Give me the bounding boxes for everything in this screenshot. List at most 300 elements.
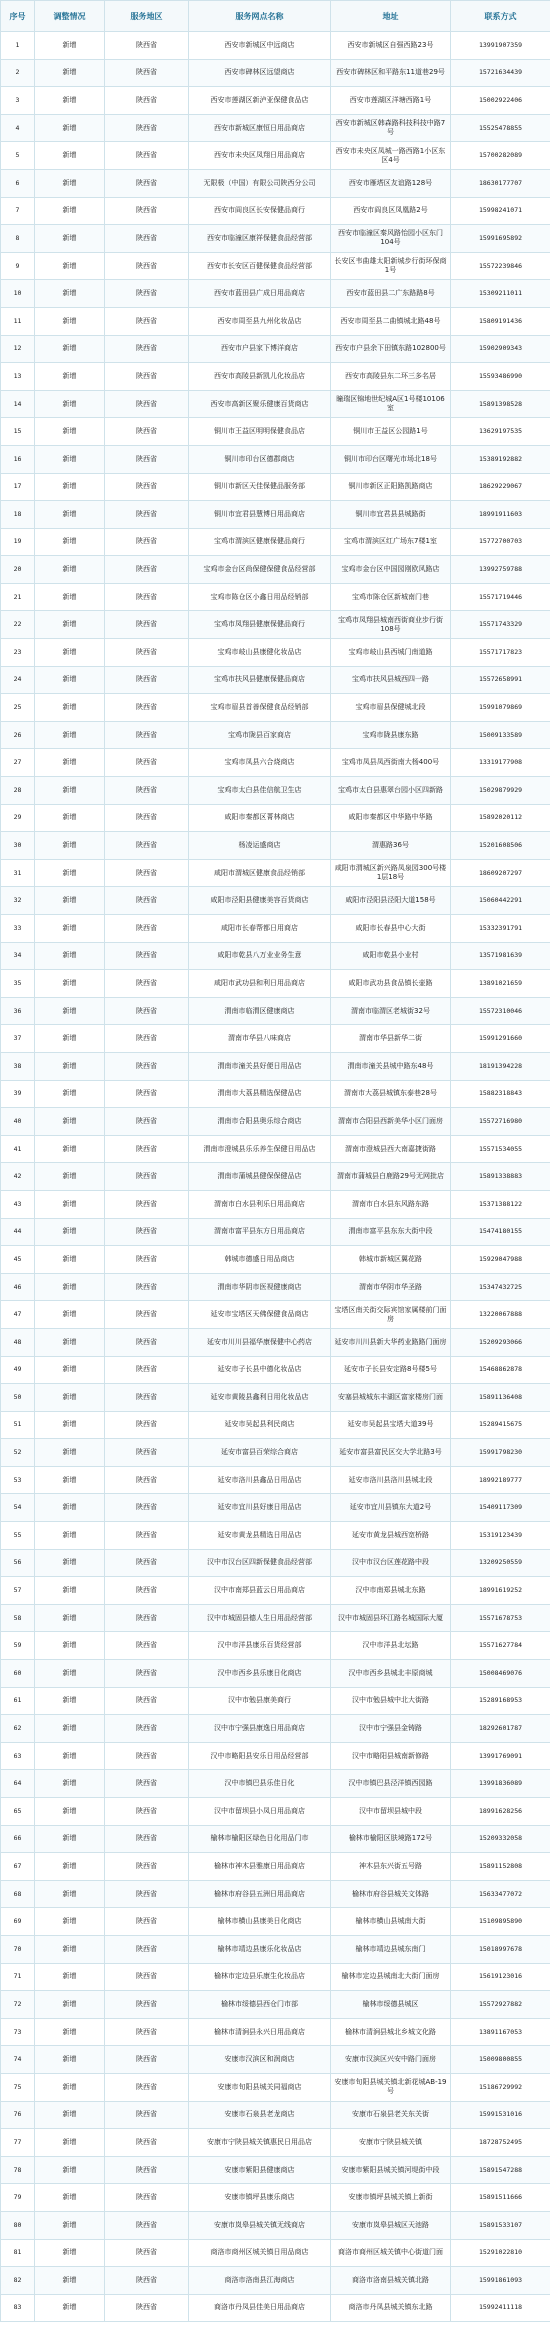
cell-contact: 15571743329 [451, 611, 550, 639]
cell-region: 陕西省 [105, 1301, 189, 1329]
header-row [1, 1, 550, 32]
cell-outlet-name: 渭南市合阳县奥乐综合商店 [189, 1108, 331, 1136]
cell-region: 陕西省 [105, 363, 189, 391]
cell-outlet-name: 安康市岚皋县城关镇无线商店 [189, 2211, 331, 2239]
cell-adjustment: 新增 [35, 583, 105, 611]
table-row [1, 418, 550, 446]
cell-region: 陕西省 [105, 1798, 189, 1826]
cell-outlet-name: 延安市黄陵县鑫利日用化妆品店 [189, 1384, 331, 1412]
cell-address: 咸阳市泾阳县泾阳大道158号 [331, 887, 451, 915]
cell-adjustment: 新增 [35, 1604, 105, 1632]
cell-contact: 13991907359 [451, 32, 550, 60]
cell-adjustment: 新增 [35, 1963, 105, 1991]
cell-contact: 15902909343 [451, 335, 550, 363]
cell-index: 40 [1, 1108, 35, 1136]
cell-adjustment: 新增 [35, 87, 105, 115]
cell-index: 33 [1, 915, 35, 943]
cell-address: 汉中市镇巴县泾洋镇西园路 [331, 1770, 451, 1798]
cell-adjustment: 新增 [35, 473, 105, 501]
cell-index: 64 [1, 1770, 35, 1798]
cell-outlet-name: 咸阳市泾阳县健康美容百货商店 [189, 887, 331, 915]
cell-adjustment: 新增 [35, 1770, 105, 1798]
cell-contact: 15882318843 [451, 1080, 550, 1108]
table-row [1, 1052, 550, 1080]
table-row [1, 1604, 550, 1632]
table-row [1, 1190, 550, 1218]
cell-contact: 18630177707 [451, 169, 550, 197]
table-row [1, 777, 550, 805]
cell-contact: 15572310046 [451, 997, 550, 1025]
cell-contact: 15389192882 [451, 445, 550, 473]
cell-index: 65 [1, 1798, 35, 1826]
cell-adjustment: 新增 [35, 1853, 105, 1881]
cell-address: 咸阳市武功县食品镇长壶路 [331, 970, 451, 998]
cell-outlet-name: 渭南市大荔县精选保健品店 [189, 1080, 331, 1108]
cell-adjustment: 新增 [35, 1052, 105, 1080]
cell-region: 陕西省 [105, 1411, 189, 1439]
table-row [1, 2156, 550, 2184]
cell-adjustment: 新增 [35, 997, 105, 1025]
cell-outlet-name: 渭南市蒲城县健保保健品店 [189, 1163, 331, 1191]
cell-index: 34 [1, 942, 35, 970]
cell-outlet-name: 无限极（中国）有限公司陕西分公司 [189, 169, 331, 197]
cell-adjustment: 新增 [35, 1108, 105, 1136]
cell-address: 商洛市商州区城关镇中心街道门面 [331, 2239, 451, 2267]
cell-contact: 15991531016 [451, 2101, 550, 2129]
cell-region: 陕西省 [105, 1770, 189, 1798]
cell-adjustment: 新增 [35, 528, 105, 556]
cell-region: 陕西省 [105, 942, 189, 970]
cell-adjustment: 新增 [35, 1880, 105, 1908]
cell-index: 66 [1, 1825, 35, 1853]
cell-address: 安康市宁陕县城关镇 [331, 2129, 451, 2157]
table-row [1, 2267, 550, 2295]
cell-index: 25 [1, 694, 35, 722]
table-row [1, 749, 550, 777]
cell-region: 陕西省 [105, 252, 189, 280]
cell-adjustment: 新增 [35, 390, 105, 418]
cell-index: 46 [1, 1273, 35, 1301]
table-row [1, 473, 550, 501]
cell-contact: 18629229067 [451, 473, 550, 501]
cell-adjustment: 新增 [35, 611, 105, 639]
cell-address: 延安市宜川县镇东大道2号 [331, 1494, 451, 1522]
cell-region: 陕西省 [105, 1080, 189, 1108]
cell-adjustment: 新增 [35, 1328, 105, 1356]
cell-address: 咸阳市长春县中心大街 [331, 915, 451, 943]
cell-region: 陕西省 [105, 1963, 189, 1991]
cell-contact: 15772700703 [451, 528, 550, 556]
cell-contact: 13209250559 [451, 1549, 550, 1577]
cell-adjustment: 新增 [35, 2156, 105, 2184]
cell-adjustment: 新增 [35, 942, 105, 970]
cell-index: 63 [1, 1742, 35, 1770]
cell-index: 62 [1, 1715, 35, 1743]
cell-contact: 15571534055 [451, 1135, 550, 1163]
cell-outlet-name: 延安市川川县福华康保健中心药店 [189, 1328, 331, 1356]
cell-index: 48 [1, 1328, 35, 1356]
cell-adjustment: 新增 [35, 225, 105, 253]
table-row [1, 1163, 550, 1191]
cell-region: 陕西省 [105, 1384, 189, 1412]
cell-contact: 15891511666 [451, 2184, 550, 2212]
cell-adjustment: 新增 [35, 1356, 105, 1384]
cell-outlet-name: 汉中市洋县康乐百货经营部 [189, 1632, 331, 1660]
cell-outlet-name: 宝鸡市扶风县健康保健品商店 [189, 666, 331, 694]
cell-address: 神木县东兴街五号路 [331, 1853, 451, 1881]
cell-region: 陕西省 [105, 694, 189, 722]
table-row [1, 639, 550, 667]
cell-contact: 18728752495 [451, 2129, 550, 2157]
cell-contact: 15009800855 [451, 2046, 550, 2074]
cell-region: 陕西省 [105, 1163, 189, 1191]
cell-adjustment: 新增 [35, 1935, 105, 1963]
cell-outlet-name: 渭南市澄城县乐乐养生保健日用品店 [189, 1135, 331, 1163]
cell-index: 14 [1, 390, 35, 418]
table-row [1, 1798, 550, 1826]
table-row [1, 1549, 550, 1577]
cell-outlet-name: 西安市莲湖区新泸亚保健食品店 [189, 87, 331, 115]
cell-contact: 15018997678 [451, 1935, 550, 1963]
cell-address: 宝鸡市岐山县西城门南道路 [331, 639, 451, 667]
cell-outlet-name: 西安市阎良区长安保健品商行 [189, 197, 331, 225]
cell-adjustment: 新增 [35, 363, 105, 391]
cell-address: 汉中市汉台区莲花路中段 [331, 1549, 451, 1577]
cell-adjustment: 新增 [35, 1135, 105, 1163]
cell-index: 47 [1, 1301, 35, 1329]
cell-index: 68 [1, 1880, 35, 1908]
table-row [1, 1466, 550, 1494]
cell-contact: 15332391791 [451, 915, 550, 943]
cell-address: 宝鸡市金台区中国园刚欧风路店 [331, 556, 451, 584]
cell-adjustment: 新增 [35, 1273, 105, 1301]
cell-address: 渭南市临渭区老城街32号 [331, 997, 451, 1025]
cell-adjustment: 新增 [35, 1080, 105, 1108]
cell-index: 19 [1, 528, 35, 556]
cell-index: 45 [1, 1246, 35, 1274]
cell-outlet-name: 安康市旬阳县城关同福商店 [189, 2073, 331, 2101]
cell-address: 渭南市华阴市华圣路 [331, 1273, 451, 1301]
table-row [1, 721, 550, 749]
cell-region: 陕西省 [105, 32, 189, 60]
cell-address: 宝鸡市眉县保健城北段 [331, 694, 451, 722]
cell-region: 陕西省 [105, 1577, 189, 1605]
cell-region: 陕西省 [105, 1825, 189, 1853]
cell-adjustment: 新增 [35, 418, 105, 446]
cell-outlet-name: 渭南市华阴市医视健康商店 [189, 1273, 331, 1301]
cell-index: 10 [1, 280, 35, 308]
cell-adjustment: 新增 [35, 749, 105, 777]
cell-index: 11 [1, 307, 35, 335]
cell-index: 28 [1, 777, 35, 805]
cell-address: 宝塔区南关街交际宾馆家属楼前门面房 [331, 1301, 451, 1329]
cell-address: 渭南市大荔县城镇东泰巷28号 [331, 1080, 451, 1108]
table-row [1, 252, 550, 280]
table-row [1, 583, 550, 611]
cell-region: 陕西省 [105, 2073, 189, 2101]
cell-outlet-name: 咸阳市秦都区菁林商店 [189, 804, 331, 832]
cell-adjustment: 新增 [35, 280, 105, 308]
cell-adjustment: 新增 [35, 1798, 105, 1826]
cell-adjustment: 新增 [35, 1190, 105, 1218]
cell-region: 陕西省 [105, 1742, 189, 1770]
cell-address: 西安市雁塔区友谊路128号 [331, 169, 451, 197]
cell-contact: 15891547288 [451, 2156, 550, 2184]
table-row [1, 1715, 550, 1743]
cell-outlet-name: 渭南市富平县东方日用品商店 [189, 1218, 331, 1246]
table-row [1, 859, 550, 887]
table-row [1, 169, 550, 197]
cell-index: 59 [1, 1632, 35, 1660]
cell-contact: 15572716980 [451, 1108, 550, 1136]
cell-address: 韩城市新城区翼花路 [331, 1246, 451, 1274]
table-row [1, 611, 550, 639]
cell-contact: 15029879929 [451, 777, 550, 805]
cell-outlet-name: 咸阳市乾县八万业业务生意 [189, 942, 331, 970]
cell-region: 陕西省 [105, 1108, 189, 1136]
cell-outlet-name: 西安市新城区中远商店 [189, 32, 331, 60]
table-row [1, 1963, 550, 1991]
cell-index: 77 [1, 2129, 35, 2157]
table-row [1, 307, 550, 335]
cell-outlet-name: 咸阳市渭城区健康食品经销部 [189, 859, 331, 887]
cell-contact: 18292601787 [451, 1715, 550, 1743]
cell-contact: 13891021659 [451, 970, 550, 998]
cell-contact: 15468862878 [451, 1356, 550, 1384]
cell-index: 26 [1, 721, 35, 749]
cell-address: 铜川市王益区公园路1号 [331, 418, 451, 446]
cell-address: 宝鸡市凤翔县城南西街商业步行街108号 [331, 611, 451, 639]
cell-outlet-name: 延安市洛川县鑫品日用品店 [189, 1466, 331, 1494]
cell-index: 16 [1, 445, 35, 473]
cell-region: 陕西省 [105, 1604, 189, 1632]
cell-index: 49 [1, 1356, 35, 1384]
table-row [1, 832, 550, 860]
cell-address: 安康市石泉县老关东关街 [331, 2101, 451, 2129]
cell-address: 西安市新城区韩森路科技科技中路7号 [331, 114, 451, 142]
cell-adjustment: 新增 [35, 2129, 105, 2157]
cell-adjustment: 新增 [35, 252, 105, 280]
cell-index: 35 [1, 970, 35, 998]
cell-contact: 15891398528 [451, 390, 550, 418]
cell-region: 陕西省 [105, 307, 189, 335]
cell-index: 50 [1, 1384, 35, 1412]
cell-outlet-name: 安康市镇坪县康乐商店 [189, 2184, 331, 2212]
cell-contact: 15109895890 [451, 1908, 550, 1936]
cell-outlet-name: 商洛市商州区城关镇日用品商店 [189, 2239, 331, 2267]
cell-contact: 15572658991 [451, 666, 550, 694]
cell-address: 汉中市城固县环江路名城国际大厦 [331, 1604, 451, 1632]
cell-adjustment: 新增 [35, 1301, 105, 1329]
cell-adjustment: 新增 [35, 666, 105, 694]
cell-region: 陕西省 [105, 1687, 189, 1715]
cell-contact: 15319123439 [451, 1522, 550, 1550]
cell-adjustment: 新增 [35, 1908, 105, 1936]
cell-contact: 13991836089 [451, 1770, 550, 1798]
cell-adjustment: 新增 [35, 1025, 105, 1053]
cell-adjustment: 新增 [35, 1660, 105, 1688]
cell-address: 汉中市南郑县城北东路 [331, 1577, 451, 1605]
cell-outlet-name: 宝鸡市岐山县康健化妆品店 [189, 639, 331, 667]
table-row [1, 1025, 550, 1053]
cell-address: 西安市未央区凤城一路西路1小区东区4号 [331, 142, 451, 170]
cell-region: 陕西省 [105, 2129, 189, 2157]
cell-index: 61 [1, 1687, 35, 1715]
cell-contact: 15002922406 [451, 87, 550, 115]
table-row [1, 915, 550, 943]
cell-index: 37 [1, 1025, 35, 1053]
cell-region: 陕西省 [105, 2239, 189, 2267]
cell-index: 32 [1, 887, 35, 915]
cell-contact: 18991911603 [451, 501, 550, 529]
table-row [1, 887, 550, 915]
cell-adjustment: 新增 [35, 1742, 105, 1770]
header-index: 序号 [1, 1, 35, 32]
cell-outlet-name: 榆林市定边县乐康生化妆品店 [189, 1963, 331, 1991]
cell-outlet-name: 宝鸡市凤翔县健康保健品商行 [189, 611, 331, 639]
cell-outlet-name: 宝鸡市金台区尚保健保健食品经营部 [189, 556, 331, 584]
cell-index: 72 [1, 1991, 35, 2019]
cell-adjustment: 新增 [35, 197, 105, 225]
table-row [1, 1218, 550, 1246]
cell-region: 陕西省 [105, 2294, 189, 2322]
table-row [1, 1742, 550, 1770]
cell-region: 陕西省 [105, 1466, 189, 1494]
cell-adjustment: 新增 [35, 2073, 105, 2101]
cell-contact: 18992189777 [451, 1466, 550, 1494]
cell-address: 商洛市丹凤县城关镇东北路 [331, 2294, 451, 2322]
table-row [1, 1080, 550, 1108]
cell-outlet-name: 榆林市神木县雅康日用品商店 [189, 1853, 331, 1881]
table-row [1, 1301, 550, 1329]
cell-contact: 13629197535 [451, 418, 550, 446]
cell-contact: 15009133589 [451, 721, 550, 749]
cell-outlet-name: 汉中市宁强县康逸日用品商店 [189, 1715, 331, 1743]
cell-adjustment: 新增 [35, 32, 105, 60]
cell-index: 52 [1, 1439, 35, 1467]
table-row [1, 445, 550, 473]
table-row [1, 2211, 550, 2239]
cell-region: 陕西省 [105, 1853, 189, 1881]
cell-address: 瞳瑞区锦地世纪城A区1号楼10106室 [331, 390, 451, 418]
cell-region: 陕西省 [105, 970, 189, 998]
cell-outlet-name: 汉中市南郑县蓝云日用品商店 [189, 1577, 331, 1605]
table-row [1, 556, 550, 584]
cell-adjustment: 新增 [35, 777, 105, 805]
cell-adjustment: 新增 [35, 1466, 105, 1494]
cell-address: 商洛市洛南县城关镇北路 [331, 2267, 451, 2295]
cell-address: 榆林市清涧县城北乡城文化路 [331, 2018, 451, 2046]
cell-contact: 15721634439 [451, 59, 550, 87]
cell-contact: 15572239846 [451, 252, 550, 280]
cell-contact: 18191394228 [451, 1052, 550, 1080]
cell-region: 陕西省 [105, 639, 189, 667]
cell-adjustment: 新增 [35, 2267, 105, 2295]
table-row [1, 142, 550, 170]
cell-contact: 15992411118 [451, 2294, 550, 2322]
cell-address: 咸阳市渭城区新兴路凤泉园300号楼1层18号 [331, 859, 451, 887]
header-adjustment: 调整情况 [35, 1, 105, 32]
cell-index: 6 [1, 169, 35, 197]
cell-outlet-name: 宝鸡市陇县百家商店 [189, 721, 331, 749]
table-row [1, 1660, 550, 1688]
header-outlet-name: 服务网点名称 [189, 1, 331, 32]
cell-region: 陕西省 [105, 1025, 189, 1053]
table-row [1, 335, 550, 363]
cell-adjustment: 新增 [35, 1825, 105, 1853]
cell-index: 23 [1, 639, 35, 667]
cell-adjustment: 新增 [35, 804, 105, 832]
cell-address: 汉中市留坝县城中段 [331, 1798, 451, 1826]
cell-adjustment: 新增 [35, 1522, 105, 1550]
cell-outlet-name: 宝鸡市太白县佳信航卫生店 [189, 777, 331, 805]
cell-region: 陕西省 [105, 1135, 189, 1163]
cell-region: 陕西省 [105, 832, 189, 860]
cell-outlet-name: 延安市富县百荣综合商店 [189, 1439, 331, 1467]
cell-contact: 15186729992 [451, 2073, 550, 2101]
cell-contact: 15371388122 [451, 1190, 550, 1218]
table-row [1, 1577, 550, 1605]
cell-address: 延安市富县富民区交大学北路3号 [331, 1439, 451, 1467]
cell-region: 陕西省 [105, 1880, 189, 1908]
cell-index: 15 [1, 418, 35, 446]
cell-adjustment: 新增 [35, 501, 105, 529]
cell-region: 陕西省 [105, 556, 189, 584]
cell-outlet-name: 宝鸡市渭滨区健康保健品商行 [189, 528, 331, 556]
cell-adjustment: 新增 [35, 887, 105, 915]
cell-address: 渭南市富平县东东大街中段 [331, 1218, 451, 1246]
table-row [1, 59, 550, 87]
cell-index: 76 [1, 2101, 35, 2129]
cell-contact: 15309211011 [451, 280, 550, 308]
cell-adjustment: 新增 [35, 59, 105, 87]
table-row [1, 804, 550, 832]
cell-outlet-name: 榆林市绥德县西仓门市部 [189, 1991, 331, 2019]
cell-outlet-name: 商洛市丹凤县佳美日用品商店 [189, 2294, 331, 2322]
cell-index: 21 [1, 583, 35, 611]
cell-address: 安康市汉滨区兴安中路门面房 [331, 2046, 451, 2074]
cell-contact: 15571719446 [451, 583, 550, 611]
table-row [1, 2129, 550, 2157]
table-row [1, 1770, 550, 1798]
cell-outlet-name: 汉中市西乡县乐康日化商店 [189, 1660, 331, 1688]
cell-outlet-name: 汉中市留坝县小凤日用品商店 [189, 1798, 331, 1826]
cell-address: 安塞县城城东丰湖区富家楼房门面 [331, 1384, 451, 1412]
cell-region: 陕西省 [105, 1439, 189, 1467]
cell-index: 22 [1, 611, 35, 639]
cell-outlet-name: 铜川市印台区德郡商店 [189, 445, 331, 473]
cell-outlet-name: 咸阳市武功县和利日用品商店 [189, 970, 331, 998]
cell-index: 39 [1, 1080, 35, 1108]
table-row [1, 1908, 550, 1936]
cell-address: 西安市阎良区凤凰路2号 [331, 197, 451, 225]
cell-outlet-name: 宝鸡市陈仓区小鑫日用品经销部 [189, 583, 331, 611]
table-row [1, 2073, 550, 2101]
cell-adjustment: 新增 [35, 1439, 105, 1467]
cell-region: 陕西省 [105, 887, 189, 915]
cell-contact: 15209332058 [451, 1825, 550, 1853]
cell-region: 陕西省 [105, 114, 189, 142]
cell-outlet-name: 榆林市横山县康美日化商店 [189, 1908, 331, 1936]
cell-adjustment: 新增 [35, 169, 105, 197]
cell-outlet-name: 汉中市汉台区四新保健食品经营部 [189, 1549, 331, 1577]
cell-address: 咸阳市乾县小业村 [331, 942, 451, 970]
cell-contact: 15571678753 [451, 1604, 550, 1632]
cell-outlet-name: 西安市碑林区远望商店 [189, 59, 331, 87]
cell-adjustment: 新增 [35, 142, 105, 170]
cell-address: 安康市紫阳县城关镇河堤街中段 [331, 2156, 451, 2184]
cell-region: 陕西省 [105, 87, 189, 115]
